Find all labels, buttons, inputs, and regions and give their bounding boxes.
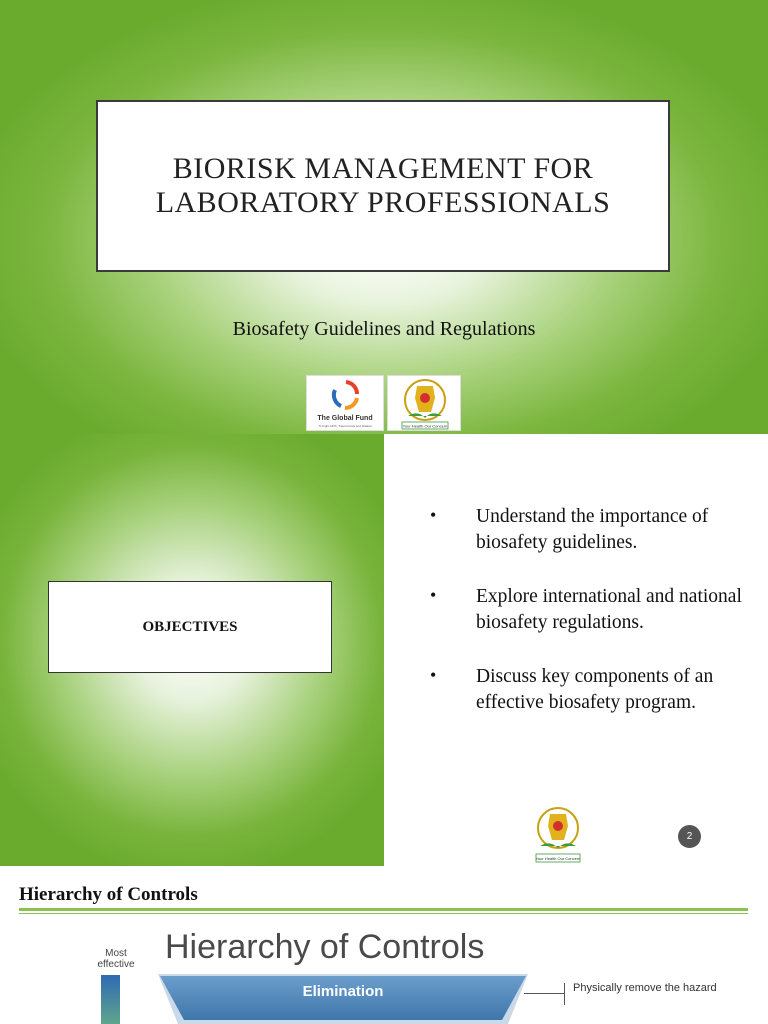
objectives-panel xyxy=(0,434,384,866)
title-slide xyxy=(0,0,768,434)
slide-heading: Hierarchy of Controls xyxy=(19,884,198,905)
objectives-box xyxy=(48,581,332,673)
most-effective-label: Most effective xyxy=(97,948,135,970)
bullet-icon: • xyxy=(430,585,437,605)
heading-divider-thin xyxy=(19,913,748,914)
hierarchy-slide xyxy=(0,866,768,1024)
bullet-text: Understand the importance of biosafety guidelines. xyxy=(476,506,709,553)
effectiveness-gradient-bar xyxy=(101,975,120,1024)
heading-divider xyxy=(19,908,748,911)
global-fund-tagline: To Fight AIDS, Tuberculosis and Malaria xyxy=(318,424,372,428)
ghana-health-service-logo xyxy=(387,375,461,431)
global-fund-name: The Global Fund xyxy=(317,415,373,422)
list-item xyxy=(430,504,760,556)
bullet-text: Discuss key components of an effective biosafety program. xyxy=(476,666,714,713)
callout-connector xyxy=(524,993,564,994)
global-fund-logo xyxy=(306,375,384,431)
bullet-icon: • xyxy=(430,665,437,685)
elimination-note: Physically remove the hazard xyxy=(573,982,717,994)
page-number-badge: 2 xyxy=(678,825,701,848)
presentation-title: BIORISK MANAGEMENT FOR LABORATORY PROFESSIONALS xyxy=(155,152,611,219)
objectives-list xyxy=(430,504,760,744)
list-item xyxy=(430,584,760,636)
elimination-label: Elimination xyxy=(302,983,384,1000)
bullet-text: Explore international and national biosafety regulations. xyxy=(476,586,742,633)
objectives-label: OBJECTIVES xyxy=(142,618,238,635)
list-item xyxy=(430,664,760,716)
svg-text:Your Health Our Concern: Your Health Our Concern xyxy=(402,423,448,429)
svg-text:Your Health Our Concern: Your Health Our Concern xyxy=(535,856,581,861)
bullet-icon: • xyxy=(430,505,437,525)
ghs-emblem-small-icon xyxy=(530,802,586,866)
ghs-emblem-icon xyxy=(388,376,462,432)
presentation-subtitle: Biosafety Guidelines and Regulations xyxy=(232,318,536,340)
graphic-title: Hierarchy of Controls xyxy=(165,928,485,966)
title-box xyxy=(96,100,670,272)
global-fund-swirl-icon xyxy=(307,376,385,416)
callout-bracket xyxy=(564,983,565,1005)
objectives-slide xyxy=(0,434,768,866)
